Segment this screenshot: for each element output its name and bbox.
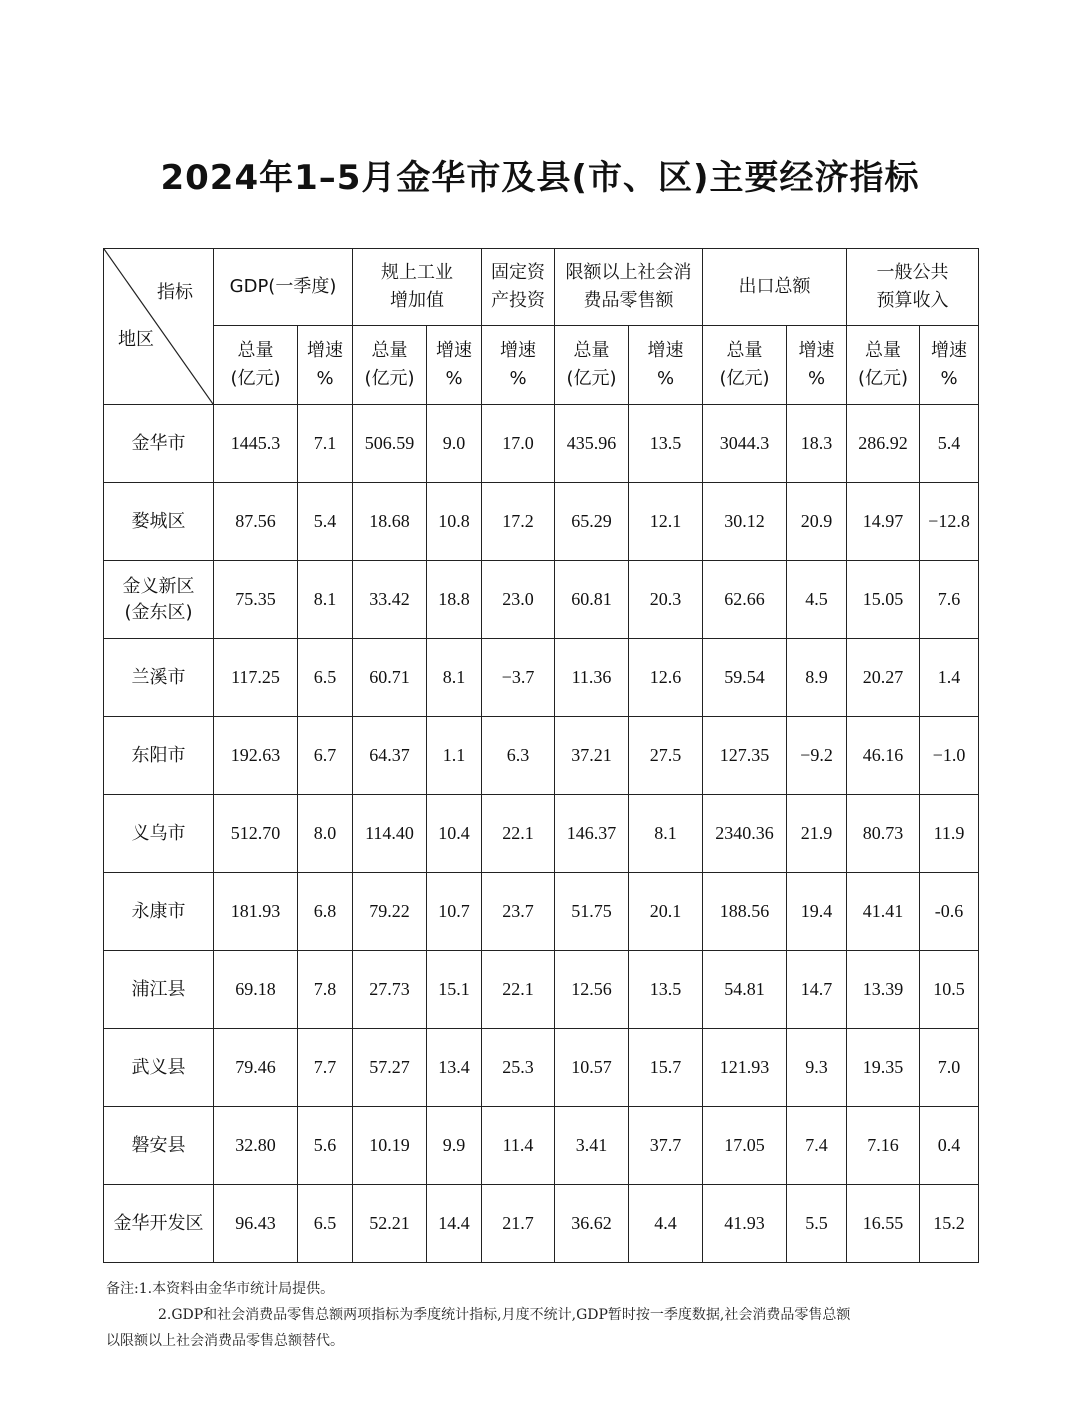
value-cell: 435.96 — [555, 405, 629, 483]
note-line-3: 以限额以上社会消费品零售总额替代。 — [106, 1333, 344, 1349]
region-cell: 金华开发区 — [104, 1185, 214, 1263]
value-cell: 506.59 — [353, 405, 427, 483]
value-cell: -0.6 — [920, 873, 979, 951]
value-cell: 27.5 — [629, 717, 703, 795]
value-cell: 46.16 — [847, 717, 920, 795]
value-cell: 64.37 — [353, 717, 427, 795]
value-cell: 7.0 — [920, 1029, 979, 1107]
value-cell: 3044.3 — [703, 405, 787, 483]
value-cell: 21.9 — [787, 795, 847, 873]
value-cell: 10.57 — [555, 1029, 629, 1107]
value-cell: 65.29 — [555, 483, 629, 561]
table-row — [104, 483, 979, 561]
value-cell: 181.93 — [214, 873, 298, 951]
note-line-2: 2.GDP和社会消费品零售总额两项指标为季度统计指标,月度不统计,GDP暂时按一季度数据,社会消费品零售总额 — [158, 1307, 851, 1323]
group-header-gdp: GDP(一季度) — [214, 249, 353, 326]
value-cell: 41.41 — [847, 873, 920, 951]
value-cell: 19.4 — [787, 873, 847, 951]
value-cell: 8.0 — [298, 795, 353, 873]
value-cell: 75.35 — [214, 561, 298, 639]
value-cell: 17.0 — [482, 405, 555, 483]
table-row — [104, 795, 979, 873]
subheader-growth: 增速 % — [298, 326, 353, 405]
value-cell: 6.5 — [298, 1185, 353, 1263]
page-title: 2024年1–5月金华市及县(市、区)主要经济指标 — [160, 158, 920, 198]
region-cell: 磐安县 — [104, 1107, 214, 1185]
group-header-industry: 规上工业 增加值 — [353, 249, 482, 326]
subheader-growth: 增速 % — [787, 326, 847, 405]
value-cell: 19.35 — [847, 1029, 920, 1107]
value-cell: 25.3 — [482, 1029, 555, 1107]
value-cell: 4.5 — [787, 561, 847, 639]
value-cell: 8.1 — [427, 639, 482, 717]
value-cell: 0.4 — [920, 1107, 979, 1185]
value-cell: 8.1 — [629, 795, 703, 873]
value-cell: 80.73 — [847, 795, 920, 873]
table-row — [104, 1185, 979, 1263]
value-cell: 20.27 — [847, 639, 920, 717]
group-header-investment: 固定资 产投资 — [482, 249, 555, 326]
value-cell: 87.56 — [214, 483, 298, 561]
value-cell: 33.42 — [353, 561, 427, 639]
value-cell: 51.75 — [555, 873, 629, 951]
value-cell: 9.9 — [427, 1107, 482, 1185]
value-cell: 15.05 — [847, 561, 920, 639]
value-cell: 10.19 — [353, 1107, 427, 1185]
value-cell: 7.8 — [298, 951, 353, 1029]
value-cell: 8.9 — [787, 639, 847, 717]
value-cell: 27.73 — [353, 951, 427, 1029]
indicators-table — [103, 248, 979, 1263]
group-header-retail: 限额以上社会消 费品零售额 — [555, 249, 703, 326]
subheader-total: 总量 (亿元) — [555, 326, 629, 405]
value-cell: 5.6 — [298, 1107, 353, 1185]
value-cell: 52.21 — [353, 1185, 427, 1263]
value-cell: 32.80 — [214, 1107, 298, 1185]
value-cell: 7.6 — [920, 561, 979, 639]
subheader-total: 总量 (亿元) — [214, 326, 298, 405]
value-cell: 60.81 — [555, 561, 629, 639]
corner-header-cell — [104, 249, 214, 405]
table-row — [104, 561, 979, 639]
region-cell: 义乌市 — [104, 795, 214, 873]
value-cell: 117.25 — [214, 639, 298, 717]
value-cell: 13.4 — [427, 1029, 482, 1107]
value-cell: 13.5 — [629, 405, 703, 483]
value-cell: 30.12 — [703, 483, 787, 561]
value-cell: 60.71 — [353, 639, 427, 717]
value-cell: 79.22 — [353, 873, 427, 951]
region-cell: 武义县 — [104, 1029, 214, 1107]
value-cell: 12.1 — [629, 483, 703, 561]
value-cell: 7.4 — [787, 1107, 847, 1185]
table-row — [104, 717, 979, 795]
value-cell: 10.5 — [920, 951, 979, 1029]
value-cell: 79.46 — [214, 1029, 298, 1107]
value-cell: 16.55 — [847, 1185, 920, 1263]
group-header-budget: 一般公共 预算收入 — [847, 249, 979, 326]
region-cell: 浦江县 — [104, 951, 214, 1029]
value-cell: 22.1 — [482, 795, 555, 873]
table-row — [104, 1029, 979, 1107]
value-cell: 512.70 — [214, 795, 298, 873]
value-cell: 3.41 — [555, 1107, 629, 1185]
value-cell: 5.5 — [787, 1185, 847, 1263]
value-cell: 36.62 — [555, 1185, 629, 1263]
value-cell: 17.2 — [482, 483, 555, 561]
group-header-export: 出口总额 — [703, 249, 847, 326]
value-cell: 5.4 — [298, 483, 353, 561]
subheader-row — [104, 326, 979, 405]
value-cell: 57.27 — [353, 1029, 427, 1107]
value-cell: 8.1 — [298, 561, 353, 639]
value-cell: 22.1 — [482, 951, 555, 1029]
value-cell: 286.92 — [847, 405, 920, 483]
value-cell: 12.56 — [555, 951, 629, 1029]
region-cell: 金华市 — [104, 405, 214, 483]
value-cell: 20.3 — [629, 561, 703, 639]
value-cell: 62.66 — [703, 561, 787, 639]
table-row — [104, 1107, 979, 1185]
value-cell: 7.1 — [298, 405, 353, 483]
value-cell: 192.63 — [214, 717, 298, 795]
value-cell: 23.7 — [482, 873, 555, 951]
value-cell: 6.5 — [298, 639, 353, 717]
value-cell: 18.68 — [353, 483, 427, 561]
value-cell: 127.35 — [703, 717, 787, 795]
value-cell: 13.5 — [629, 951, 703, 1029]
value-cell: 1445.3 — [214, 405, 298, 483]
value-cell: 6.8 — [298, 873, 353, 951]
region-cell: 金义新区 (金东区) — [104, 561, 214, 639]
value-cell: 12.6 — [629, 639, 703, 717]
corner-region-label: 地区 — [118, 329, 154, 350]
value-cell: 18.8 — [427, 561, 482, 639]
subheader-growth: 增速 % — [482, 326, 555, 405]
note-line-1: 备注:1.本资料由金华市统计局提供。 — [106, 1281, 335, 1297]
table-row — [104, 873, 979, 951]
value-cell: 11.36 — [555, 639, 629, 717]
value-cell: −9.2 — [787, 717, 847, 795]
corner-indicator-label: 指标 — [157, 282, 193, 303]
region-cell: 兰溪市 — [104, 639, 214, 717]
table-row — [104, 639, 979, 717]
table-row — [104, 405, 979, 483]
value-cell: 14.7 — [787, 951, 847, 1029]
value-cell: 7.7 — [298, 1029, 353, 1107]
value-cell: 5.4 — [920, 405, 979, 483]
region-cell: 婺城区 — [104, 483, 214, 561]
value-cell: 15.1 — [427, 951, 482, 1029]
subheader-growth: 增速 % — [920, 326, 979, 405]
value-cell: 13.39 — [847, 951, 920, 1029]
region-cell: 东阳市 — [104, 717, 214, 795]
value-cell: 188.56 — [703, 873, 787, 951]
value-cell: 23.0 — [482, 561, 555, 639]
value-cell: 114.40 — [353, 795, 427, 873]
value-cell: 41.93 — [703, 1185, 787, 1263]
value-cell: 6.7 — [298, 717, 353, 795]
value-cell: 96.43 — [214, 1185, 298, 1263]
value-cell: 21.7 — [482, 1185, 555, 1263]
table-row — [104, 951, 979, 1029]
value-cell: 9.3 — [787, 1029, 847, 1107]
value-cell: 18.3 — [787, 405, 847, 483]
value-cell: 59.54 — [703, 639, 787, 717]
value-cell: 20.9 — [787, 483, 847, 561]
value-cell: 37.7 — [629, 1107, 703, 1185]
value-cell: 7.16 — [847, 1107, 920, 1185]
value-cell: −3.7 — [482, 639, 555, 717]
value-cell: 1.4 — [920, 639, 979, 717]
value-cell: 10.8 — [427, 483, 482, 561]
subheader-total: 总量 (亿元) — [847, 326, 920, 405]
value-cell: 17.05 — [703, 1107, 787, 1185]
value-cell: 37.21 — [555, 717, 629, 795]
subheader-growth: 增速 % — [427, 326, 482, 405]
value-cell: 4.4 — [629, 1185, 703, 1263]
value-cell: 11.9 — [920, 795, 979, 873]
value-cell: 121.93 — [703, 1029, 787, 1107]
value-cell: 9.0 — [427, 405, 482, 483]
value-cell: 15.7 — [629, 1029, 703, 1107]
value-cell: 11.4 — [482, 1107, 555, 1185]
value-cell: 20.1 — [629, 873, 703, 951]
value-cell: 1.1 — [427, 717, 482, 795]
region-cell: 永康市 — [104, 873, 214, 951]
subheader-total: 总量 (亿元) — [703, 326, 787, 405]
value-cell: 2340.36 — [703, 795, 787, 873]
subheader-total: 总量 (亿元) — [353, 326, 427, 405]
value-cell: 69.18 — [214, 951, 298, 1029]
value-cell: −12.8 — [920, 483, 979, 561]
value-cell: 146.37 — [555, 795, 629, 873]
value-cell: 15.2 — [920, 1185, 979, 1263]
table-body — [104, 405, 979, 1263]
value-cell: 6.3 — [482, 717, 555, 795]
value-cell: 10.7 — [427, 873, 482, 951]
value-cell: 14.4 — [427, 1185, 482, 1263]
subheader-growth: 增速 % — [629, 326, 703, 405]
value-cell: 10.4 — [427, 795, 482, 873]
value-cell: 14.97 — [847, 483, 920, 561]
value-cell: 54.81 — [703, 951, 787, 1029]
value-cell: −1.0 — [920, 717, 979, 795]
notes — [106, 1276, 1006, 1354]
